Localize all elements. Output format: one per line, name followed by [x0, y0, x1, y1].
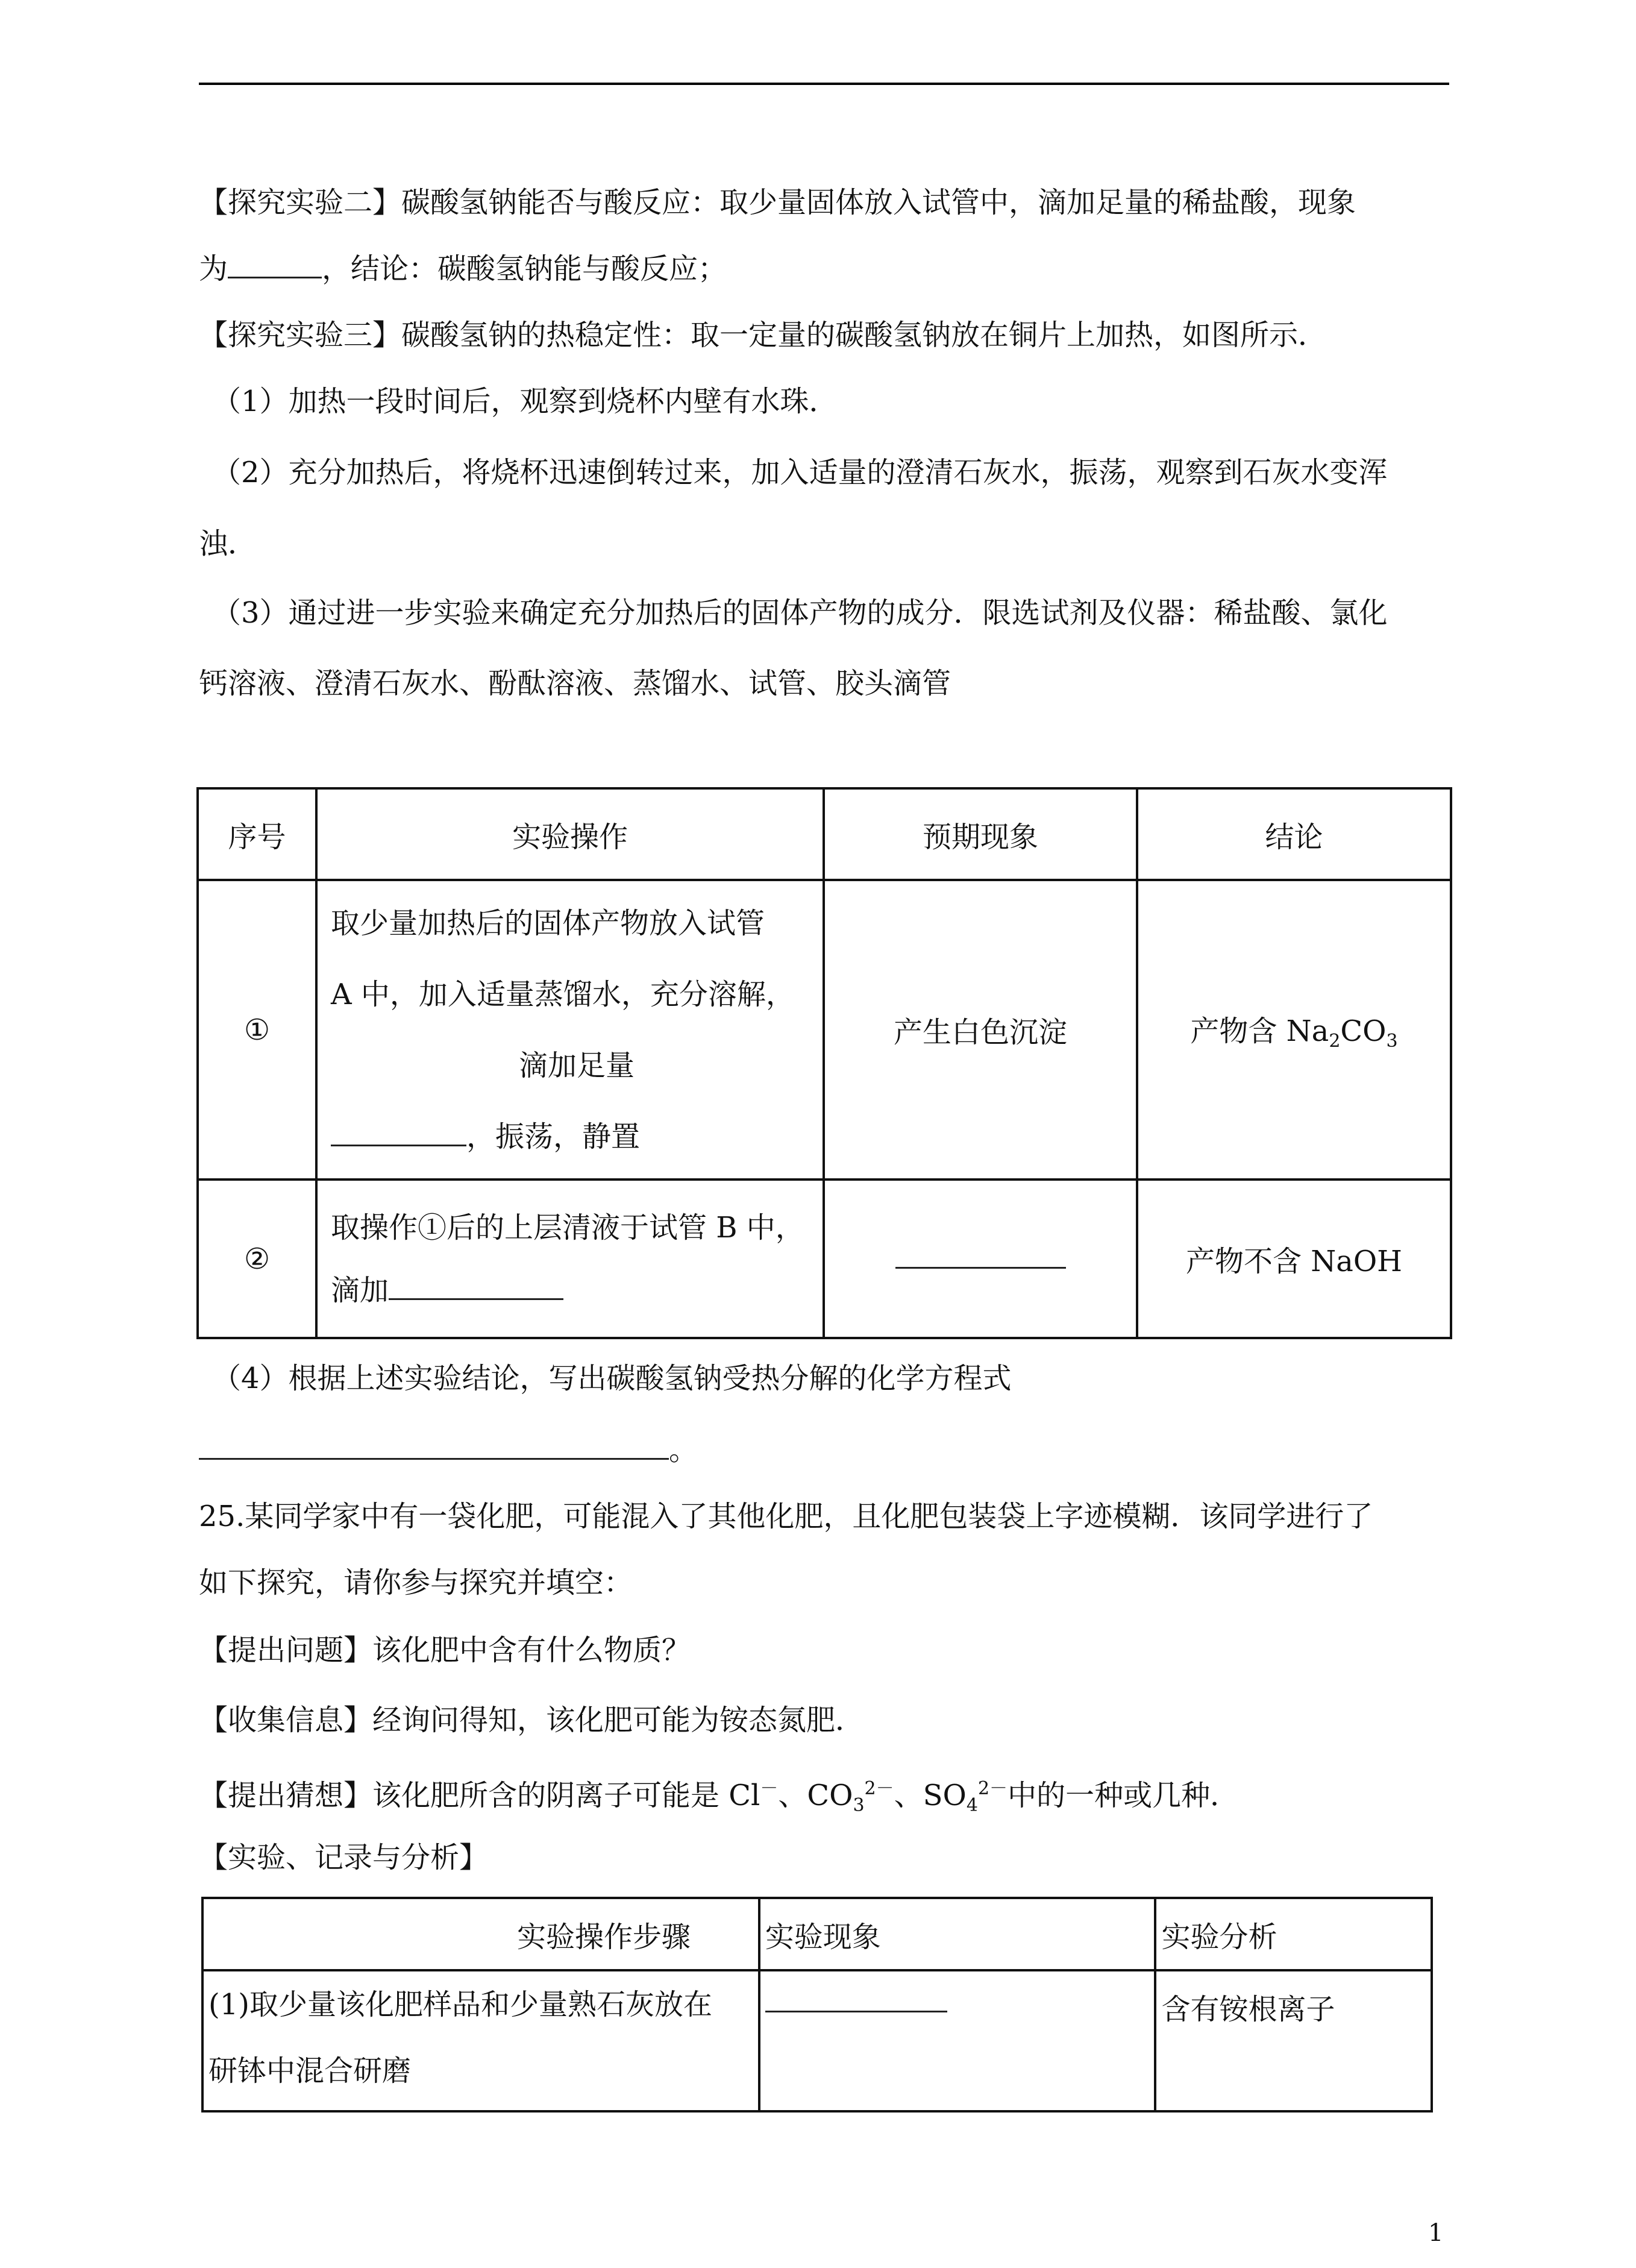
header-rule [199, 83, 1449, 85]
row-number: ① [198, 880, 316, 1180]
text-line: 浊． [199, 527, 257, 561]
table-header: 序号 [198, 788, 316, 880]
operation-cell: 取操作①后的上层清液于试管 B 中， 滴加 [316, 1180, 824, 1338]
row-number: ② [198, 1180, 316, 1338]
text-line: 【收集信息】经询问得知，该化肥可能为铵态氮肥． [199, 1703, 865, 1737]
phenomenon-cell [824, 1180, 1137, 1338]
table-header: 实验分析 [1155, 1898, 1432, 1970]
table-row [198, 1180, 1451, 1338]
table-header: 结论 [1137, 788, 1451, 880]
answer-blank[interactable] [228, 254, 322, 278]
text-line: 【探究实验三】碳酸氢钠的热稳定性：取一定量的碳酸氢钠放在铜片上加热，如图所示． [199, 318, 1327, 352]
text-line: （1）加热一段时间后，观察到烧杯内壁有水珠． [212, 385, 838, 418]
answer-blank[interactable] [765, 1988, 947, 2012]
analysis-cell: 含有铵根离子 [1155, 1970, 1432, 2111]
text-line: 【探究实验二】碳酸氢钠能否与酸反应：取少量固体放入试管中，滴加足量的稀盐酸，现象 [199, 186, 1356, 219]
text-line: （3）通过进一步实验来确定充分加热后的固体产物的成分．限选试剂及仪器：稀盐酸、氯化 [212, 596, 1388, 630]
operation-cell: (1)取少量该化肥样品和少量熟石灰放在 研钵中混合研磨 [202, 1970, 759, 2111]
table-header: 实验现象 [759, 1898, 1156, 1970]
text-line: 如下探究，请你参与探究并填空： [199, 1566, 633, 1600]
text-line: 。 [199, 1431, 698, 1469]
conclusion-cell: 产物含 $Na_2CO_3$ [1137, 880, 1451, 1180]
operation-cell: 取少量加热后的固体产物放入试管 A 中，加入适量蒸馏水，充分溶解， 滴加足量 ，振荡，静置 [316, 880, 824, 1180]
text-line: 钙溶液、澄清石灰水、酚酞溶液、蒸馏水、试管、胶头滴管 [199, 667, 951, 700]
phenomenon-cell: 产生白色沉淀 [824, 880, 1137, 1180]
text-line: （2）充分加热后，将烧杯迅速倒转过来，加入适量的澄清石灰水，振荡，观察到石灰水变浑 [212, 456, 1388, 489]
answer-blank[interactable] [199, 1435, 669, 1460]
text-line: 为 ，结论：碳酸氢钠能与酸反应； [199, 252, 727, 286]
experiment-table-1 [196, 787, 1452, 1339]
conclusion-cell: 产物不含 NaOH [1137, 1180, 1451, 1338]
answer-blank[interactable] [331, 1122, 466, 1146]
experiment-table-2 [201, 1897, 1433, 2113]
text-line: 25.某同学家中有一袋化肥，可能混入了其他化肥，且化肥包装袋上字迹模糊．该同学进行了 [199, 1500, 1373, 1533]
table-header: 实验操作步骤 [202, 1898, 759, 1970]
text-line: 【提出猜想】该化肥所含的阴离子可能是 Cl－、$CO_3^{2-}$、$SO_4^{2-}$中的一种或几种． [199, 1778, 1240, 1816]
text-line: 【提出问题】该化肥中含有什么物质？ [199, 1633, 691, 1667]
phenomenon-cell [759, 1970, 1156, 2111]
table-header: 实验操作 [316, 788, 824, 880]
page-number: 1 [1428, 2219, 1444, 2247]
answer-blank[interactable] [389, 1275, 563, 1300]
text-line: 【实验、记录与分析】 [199, 1841, 489, 1874]
table-header: 预期现象 [824, 788, 1137, 880]
table-row [202, 1970, 1432, 2111]
table-row [198, 880, 1451, 1180]
answer-blank[interactable] [895, 1244, 1066, 1269]
text-line: （4）根据上述实验结论，写出碳酸氢钠受热分解的化学方程式 [212, 1362, 1012, 1395]
